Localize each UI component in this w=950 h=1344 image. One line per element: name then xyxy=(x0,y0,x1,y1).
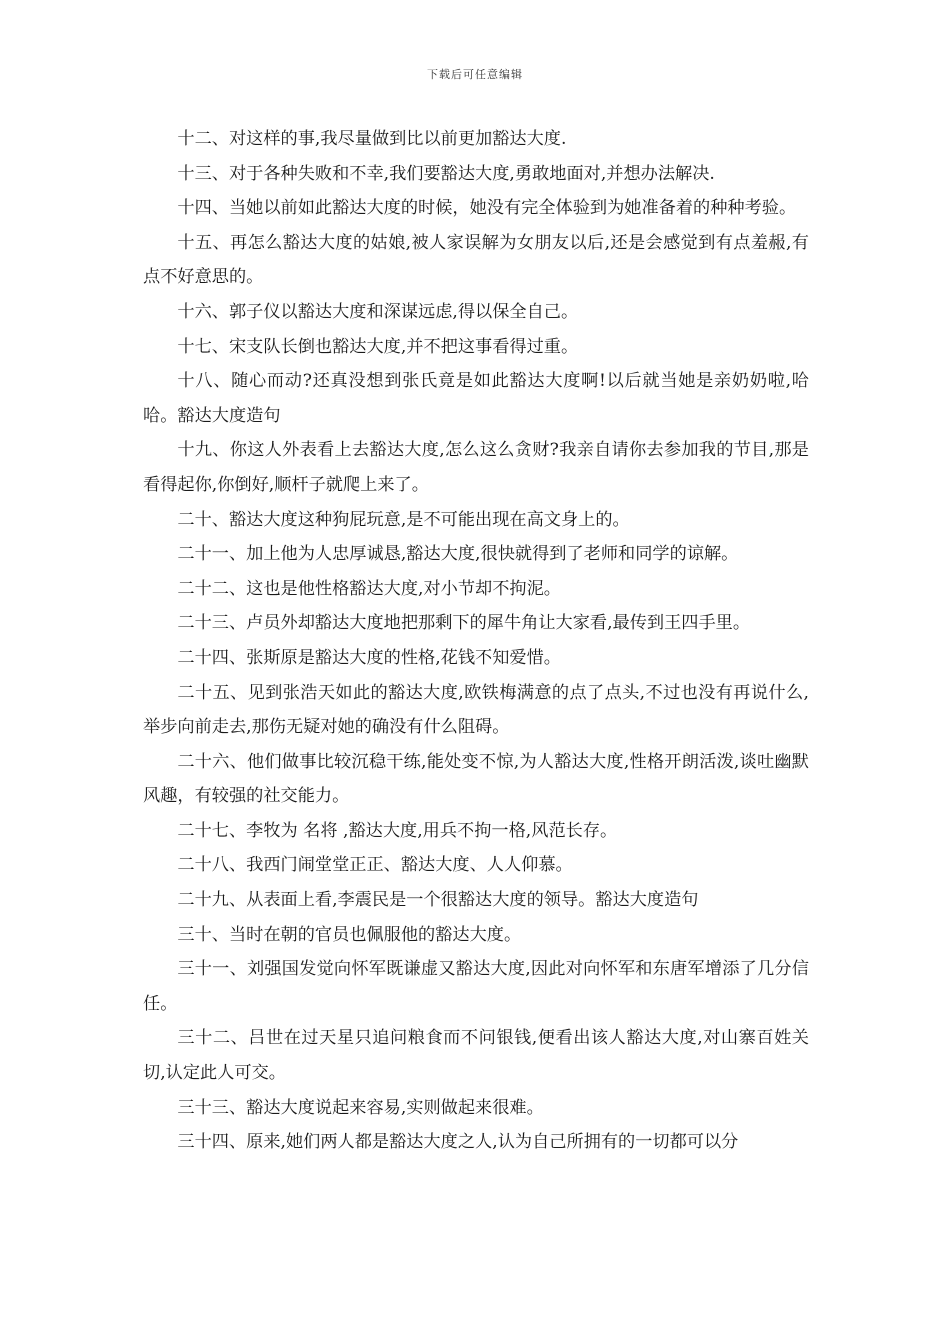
paragraph-28: 二十八、我西门闹堂堂正正、豁达大度、人人仰慕。 xyxy=(177,855,573,876)
paragraph-25: 二十五、见到张浩天如此的豁达大度,欧铁梅满意的点了点头,不过也没有再说什么,举步向前走去,那伤无疑对她的确没有什么阻碍。 xyxy=(143,682,809,738)
paragraph-26: 二十六、他们做事比较沉稳干练,能处变不惊,为人豁达大度,性格开朗活泼,谈吐幽默风趣，有较强的社交能力。 xyxy=(143,751,809,807)
paragraph-34: 三十四、原来,她们两人都是豁达大度之人,认为自己所拥有的一切都可以分 xyxy=(177,1132,739,1153)
paragraph-22: 二十二、这也是他性格豁达大度,对小节却不拘泥。 xyxy=(177,578,561,599)
page-header: 下载后可任意编辑 xyxy=(427,68,523,81)
paragraph-14: 十四、当她以前如此豁达大度的时候，她没有完全体验到为她准备着的种种考验。 xyxy=(177,198,797,219)
paragraph-31: 三十一、刘强国发觉向怀军既谦虚又豁达大度,因此对向怀军和东唐军增添了几分信任。 xyxy=(143,959,809,1014)
paragraph-24: 二十四、张斯原是豁达大度的性格,花钱不知爱惜。 xyxy=(177,647,561,668)
paragraph-23: 二十三、卢员外却豁达大度地把那剩下的犀牛角让大家看,最传到王四手里。 xyxy=(177,613,751,634)
paragraph-27: 二十七、李牧为 名将 ,豁达大度,用兵不拘一格,风范长存。 xyxy=(177,820,618,841)
paragraph-13: 十三、对于各种失败和不幸,我们要豁达大度,勇敢地面对,并想办法解决. xyxy=(177,163,715,184)
paragraph-32: 三十二、吕世在过天星只追问粮食而不问银钱,便看出该人豁达大度,对山寨百姓关切,认定此人可交。 xyxy=(143,1028,809,1084)
paragraph-18: 十八、随心而动?还真没想到张氏竟是如此豁达大度啊!以后就当她是亲奶奶啦,哈哈。豁达大度造句 xyxy=(143,371,809,426)
paragraph-21: 二十一、加上他为人忠厚诚恳,豁达大度,很快就得到了老师和同学的谅解。 xyxy=(177,544,739,565)
paragraph-12: 十二、对这样的事,我尽量做到比以前更加豁达大度. xyxy=(177,129,567,149)
paragraph-30: 三十、当时在朝的官员也佩服他的豁达大度。 xyxy=(177,924,522,945)
paragraph-20: 二十、豁达大度这种狗屁玩意,是不可能出现在高文身上的。 xyxy=(177,509,630,530)
paragraph-29: 二十九、从表面上看,李震民是一个很豁达大度的领导。豁达大度造句 xyxy=(177,890,699,911)
paragraph-19: 十九、你这人外表看上去豁达大度,怎么这么贪财?我亲自请你去参加我的节目,那是看得起你,你倒好,顺杆子就爬上来了。 xyxy=(143,440,809,495)
document-body xyxy=(143,122,809,1160)
paragraph-33: 三十三、豁达大度说起来容易,实则做起来很难。 xyxy=(177,1097,544,1118)
paragraph-17: 十七、宋支队长倒也豁达大度,并不把这事看得过重。 xyxy=(177,336,579,357)
paragraph-16: 十六、郭子仪以豁达大度和深谋远虑,得以保全自己。 xyxy=(177,301,579,322)
paragraph-15: 十五、再怎么豁达大度的姑娘,被人家误解为女朋友以后,还是会感觉到有点羞赧,有点不好意思的。 xyxy=(143,232,809,288)
